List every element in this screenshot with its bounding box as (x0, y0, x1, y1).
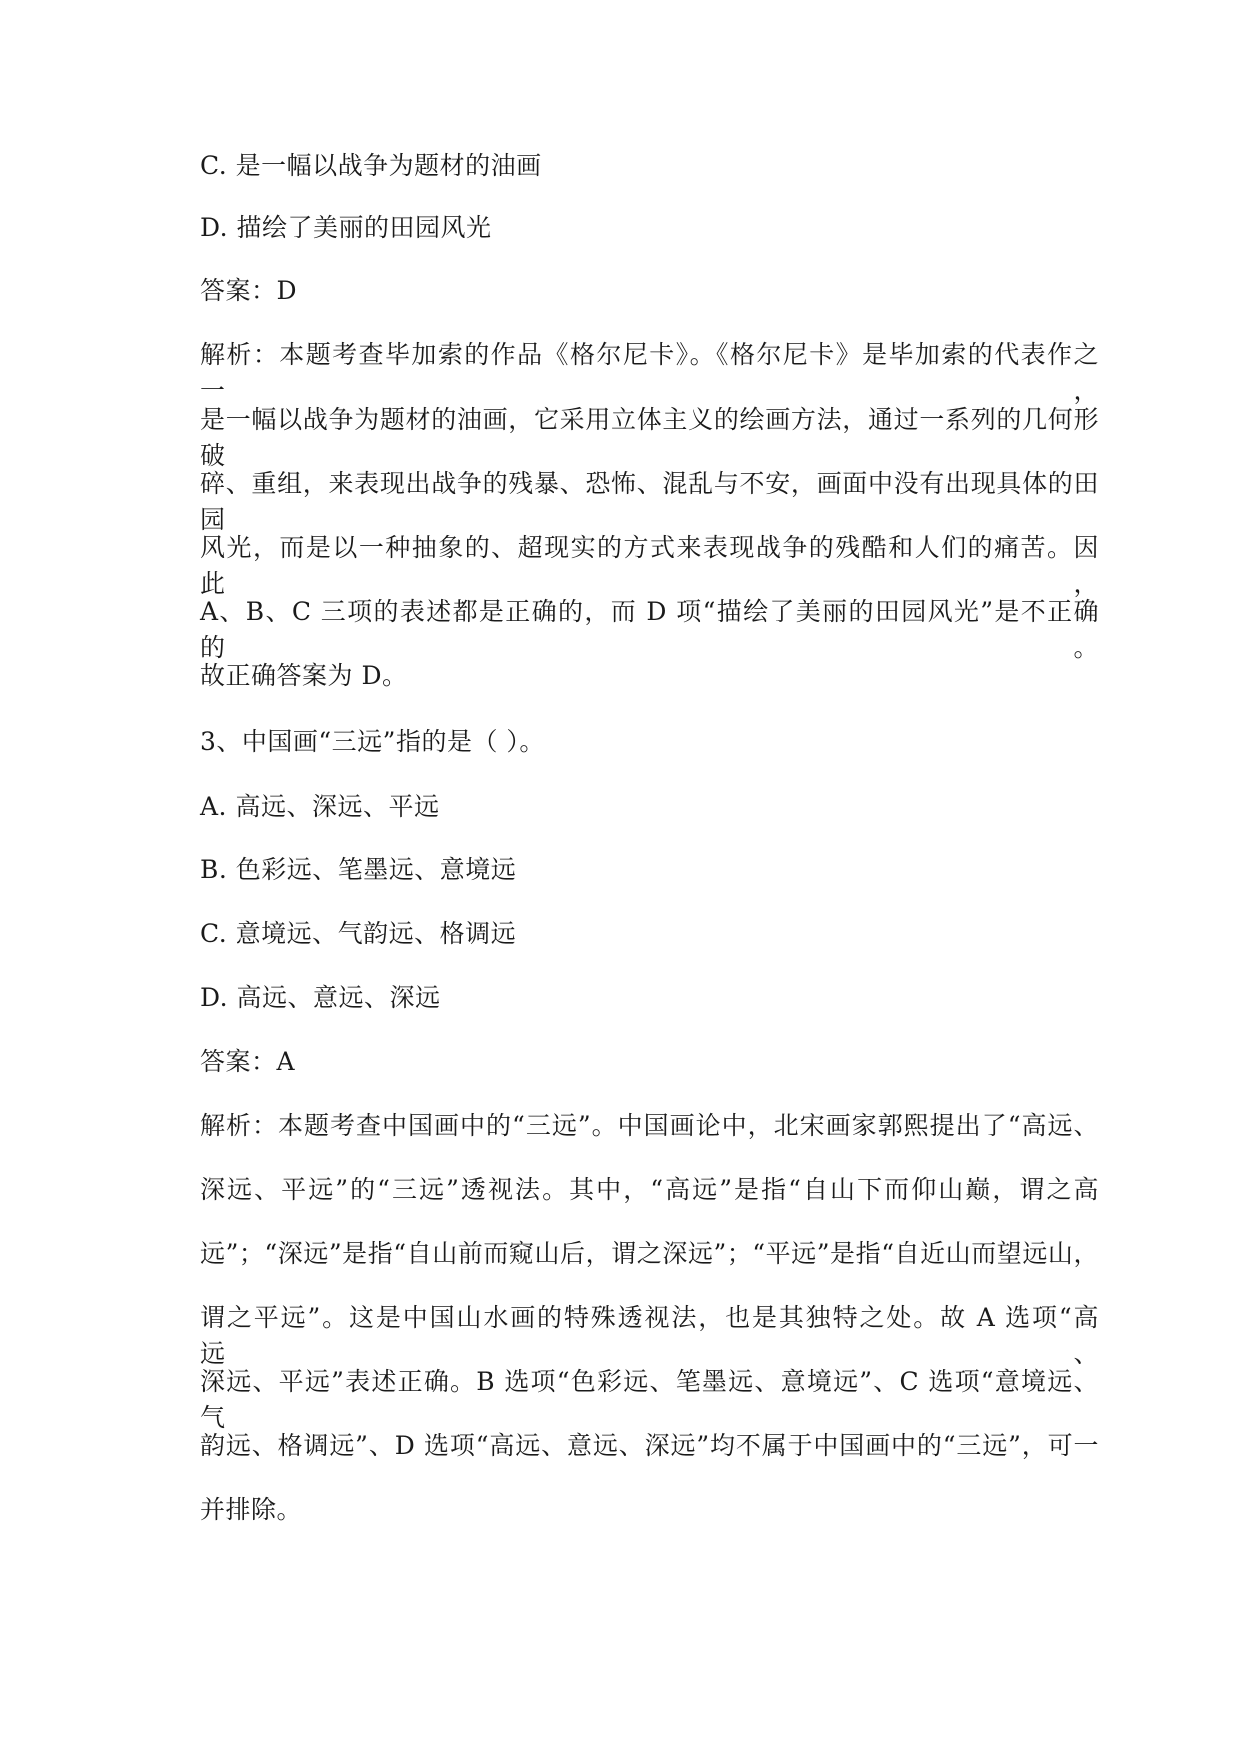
analysis-line: 远”；“深远”是指“自山前而窥山后，谓之深远”；“平远”是指“自近山而望远山， (200, 1239, 1099, 1268)
analysis-line: 碎、重组，来表现出战争的残暴、恐怖、混乱与不安，画面中没有出现具体的田园 (200, 469, 1099, 534)
answer-3: 答案：A (200, 1047, 296, 1076)
option-b: B. 色彩远、笔墨远、意境远 (200, 855, 517, 884)
analysis-line: 解析：本题考查毕加索的作品《格尔尼卡》。《格尔尼卡》是毕加索的代表作之一， (200, 340, 1099, 405)
analysis-line: 并排除。 (200, 1495, 303, 1524)
analysis-line: 韵远、格调远”、D 选项“高远、意远、深远”均不属于中国画中的“三远”，可一 (200, 1431, 1099, 1460)
analysis-line: 故正确答案为 D。 (200, 661, 408, 690)
option-d-prev: D. 描绘了美丽的田园风光 (200, 213, 492, 242)
analysis-line: 是一幅以战争为题材的油画，它采用立体主义的绘画方法，通过一系列的几何形破 (200, 405, 1099, 470)
analysis-line: A、B、C 三项的表述都是正确的，而 D 项“描绘了美丽的田园风光”是不正确的。 (200, 597, 1099, 662)
analysis-line: 深远、平远”表述正确。B 选项“色彩远、笔墨远、意境远”、C 选项“意境远、气 (200, 1367, 1099, 1432)
option-c-prev: C. 是一幅以战争为题材的油画 (200, 151, 542, 180)
option-c: C. 意境远、气韵远、格调远 (200, 919, 517, 948)
option-a: A. 高远、深远、平远 (200, 792, 440, 821)
analysis-line: 深远、平远”的“三远”透视法。其中，“高远”是指“自山下而仰山巅，谓之高 (200, 1175, 1099, 1204)
question-3-stem: 3、中国画“三远”指的是（ ）。 (200, 727, 545, 756)
analysis-line: 谓之平远”。这是中国山水画的特殊透视法，也是其独特之处。故 A 选项“高远、 (200, 1303, 1099, 1368)
option-d: D. 高远、意远、深远 (200, 983, 441, 1012)
analysis-line: 风光，而是以一种抽象的、超现实的方式来表现战争的残酷和人们的痛苦。因此， (200, 533, 1099, 598)
analysis-line: 解析：本题考查中国画中的“三远”。中国画论中，北宋画家郭熙提出了“高远、 (200, 1111, 1099, 1140)
answer-prev: 答案：D (200, 276, 298, 305)
